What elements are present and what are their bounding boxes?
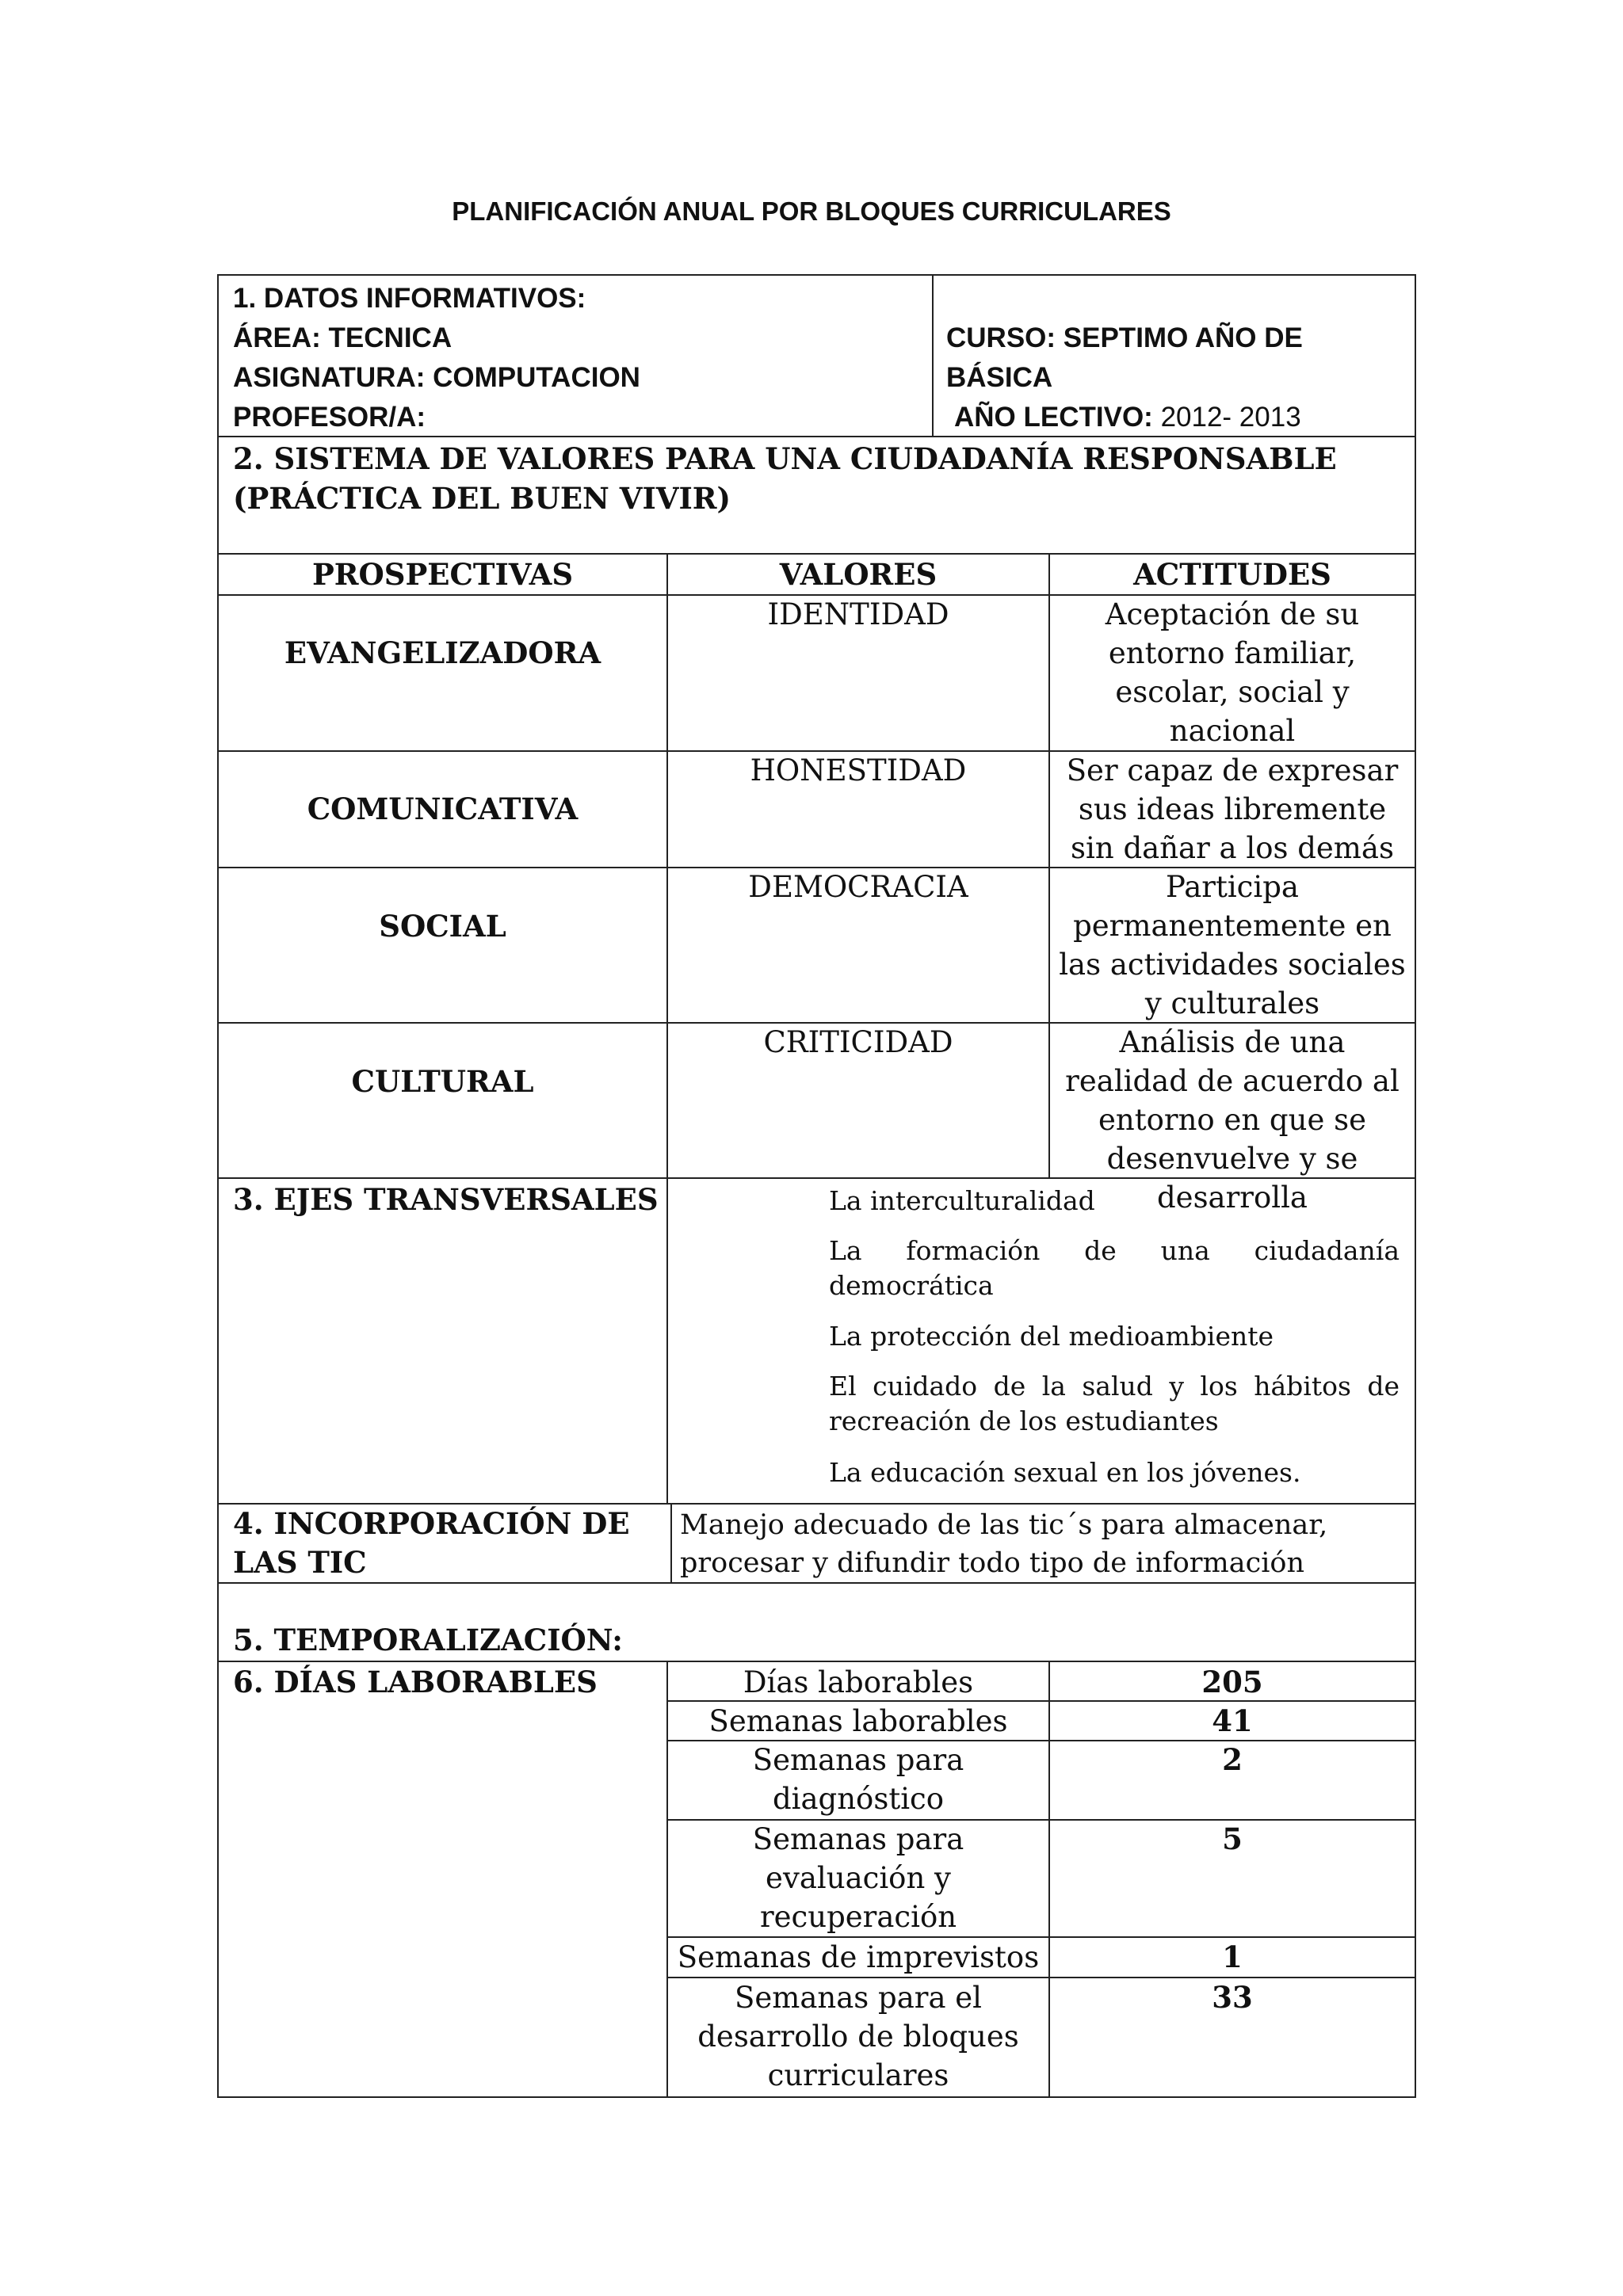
dias-value-cell: 33 [1212,1980,1253,2015]
actitud-cell: Aceptación de su entorno familiar, escolar, social y nacional [1105,597,1360,748]
eje-item: La protección del medioambiente [829,1321,1274,1352]
anio-lectivo-field [954,398,1301,437]
dias-heading: 6. DÍAS LABORABLES [233,1665,598,1699]
header-valores: VALORES [779,557,938,592]
tic-divider [670,1503,672,1582]
curso-field-cont: BÁSICA [946,362,1053,393]
divider-5 [217,1582,1416,1584]
page-title: PLANIFICACIÓN ANUAL POR BLOQUES CURRICULARES [452,196,1171,226]
actitud-cell: Ser capaz de expresar sus ideas libremente sin dañar a los demás [1066,753,1399,865]
area-field: ÁREA: TECNICA [233,322,453,353]
valor-cell: DEMOCRACIA [748,870,968,904]
prospectiva-cell: CULTURAL [351,1064,534,1099]
dias-label-cell: Semanas para evaluación y recuperación [752,1822,964,1934]
dias-value-cell: 205 [1201,1665,1263,1699]
eje-item: La interculturalidad [829,1185,1095,1216]
valor-cell: IDENTIDAD [767,597,949,631]
profesor-field: PROFESOR/A: [233,402,426,433]
eje-item: La formación de una ciudadanía democrática [829,1235,1400,1301]
temporalizacion-heading: 5. TEMPORALIZACIÓN: [233,1623,623,1657]
prospectiva-cell: EVANGELIZADORA [284,635,601,670]
anio-lectivo-value: 2012- 2013 [1160,402,1301,433]
actitud-cell: Participa permanentemente en las actividades sociales y culturales [1059,870,1406,1020]
ejes-divider [666,1177,668,1505]
dias-value-cell: 5 [1222,1821,1243,1856]
tic-heading: 4. INCORPORACIÓN DE LAS TIC [233,1506,630,1580]
datos-divider [932,274,934,437]
dias-label-cell: Semanas para el desarrollo de bloques curriculares [697,1981,1019,2092]
anio-lectivo-label: AÑO LECTIVO: [954,402,1153,433]
valores-col-divider-1 [666,553,668,1179]
dias-label-cell: Días laborables [743,1665,974,1699]
dias-label-cell: Semanas laborables [708,1704,1008,1738]
asignatura-field: ASIGNATURA: COMPUTACION [233,362,640,393]
eje-item: La educación sexual en los jóvenes. [829,1457,1301,1488]
valor-cell: CRITICIDAD [763,1025,953,1059]
dias-value-cell: 2 [1222,1742,1243,1777]
divider-3 [217,1177,1416,1179]
header-prospectivas: PROSPECTIVAS [311,557,574,592]
ejes-heading: 3. EJES TRANSVERSALES [233,1182,659,1217]
divider-6 [217,1661,1416,1662]
header-actitudes: ACTITUDES [1133,557,1331,592]
valores-col-divider-2 [1048,553,1050,1179]
valores-heading: 2. SISTEMA DE VALORES PARA UNA CIUDADANÍA RESPONSABLE (PRÁCTICA DEL BUEN VIVIR) [233,441,1337,516]
prospectiva-cell: SOCIAL [379,909,506,944]
datos-heading: 1. DATOS INFORMATIVOS: [233,283,586,314]
dias-label-cell: Semanas de imprevistos [677,1940,1040,1974]
curso-field: CURSO: SEPTIMO AÑO DE [946,322,1303,353]
divider-1 [217,436,1416,437]
dias-value-cell: 41 [1212,1703,1253,1738]
actitud-cell: Análisis de una realidad de acuerdo al entorno en que se desenvuelve y se desarrolla [1065,1025,1400,1215]
dias-label-cell: Semanas para diagnóstico [752,1743,964,1816]
divider-2 [217,553,1416,555]
dias-value-cell: 1 [1222,1939,1243,1974]
valor-cell: HONESTIDAD [750,753,967,788]
prospectiva-cell: COMUNICATIVA [307,791,579,826]
tic-text: Manejo adecuado de las tic´s para almacenar, procesar y difundir todo tipo de información [680,1509,1328,1579]
eje-item: El cuidado de la salud y los hábitos de recreación de los estudiantes [829,1371,1400,1436]
